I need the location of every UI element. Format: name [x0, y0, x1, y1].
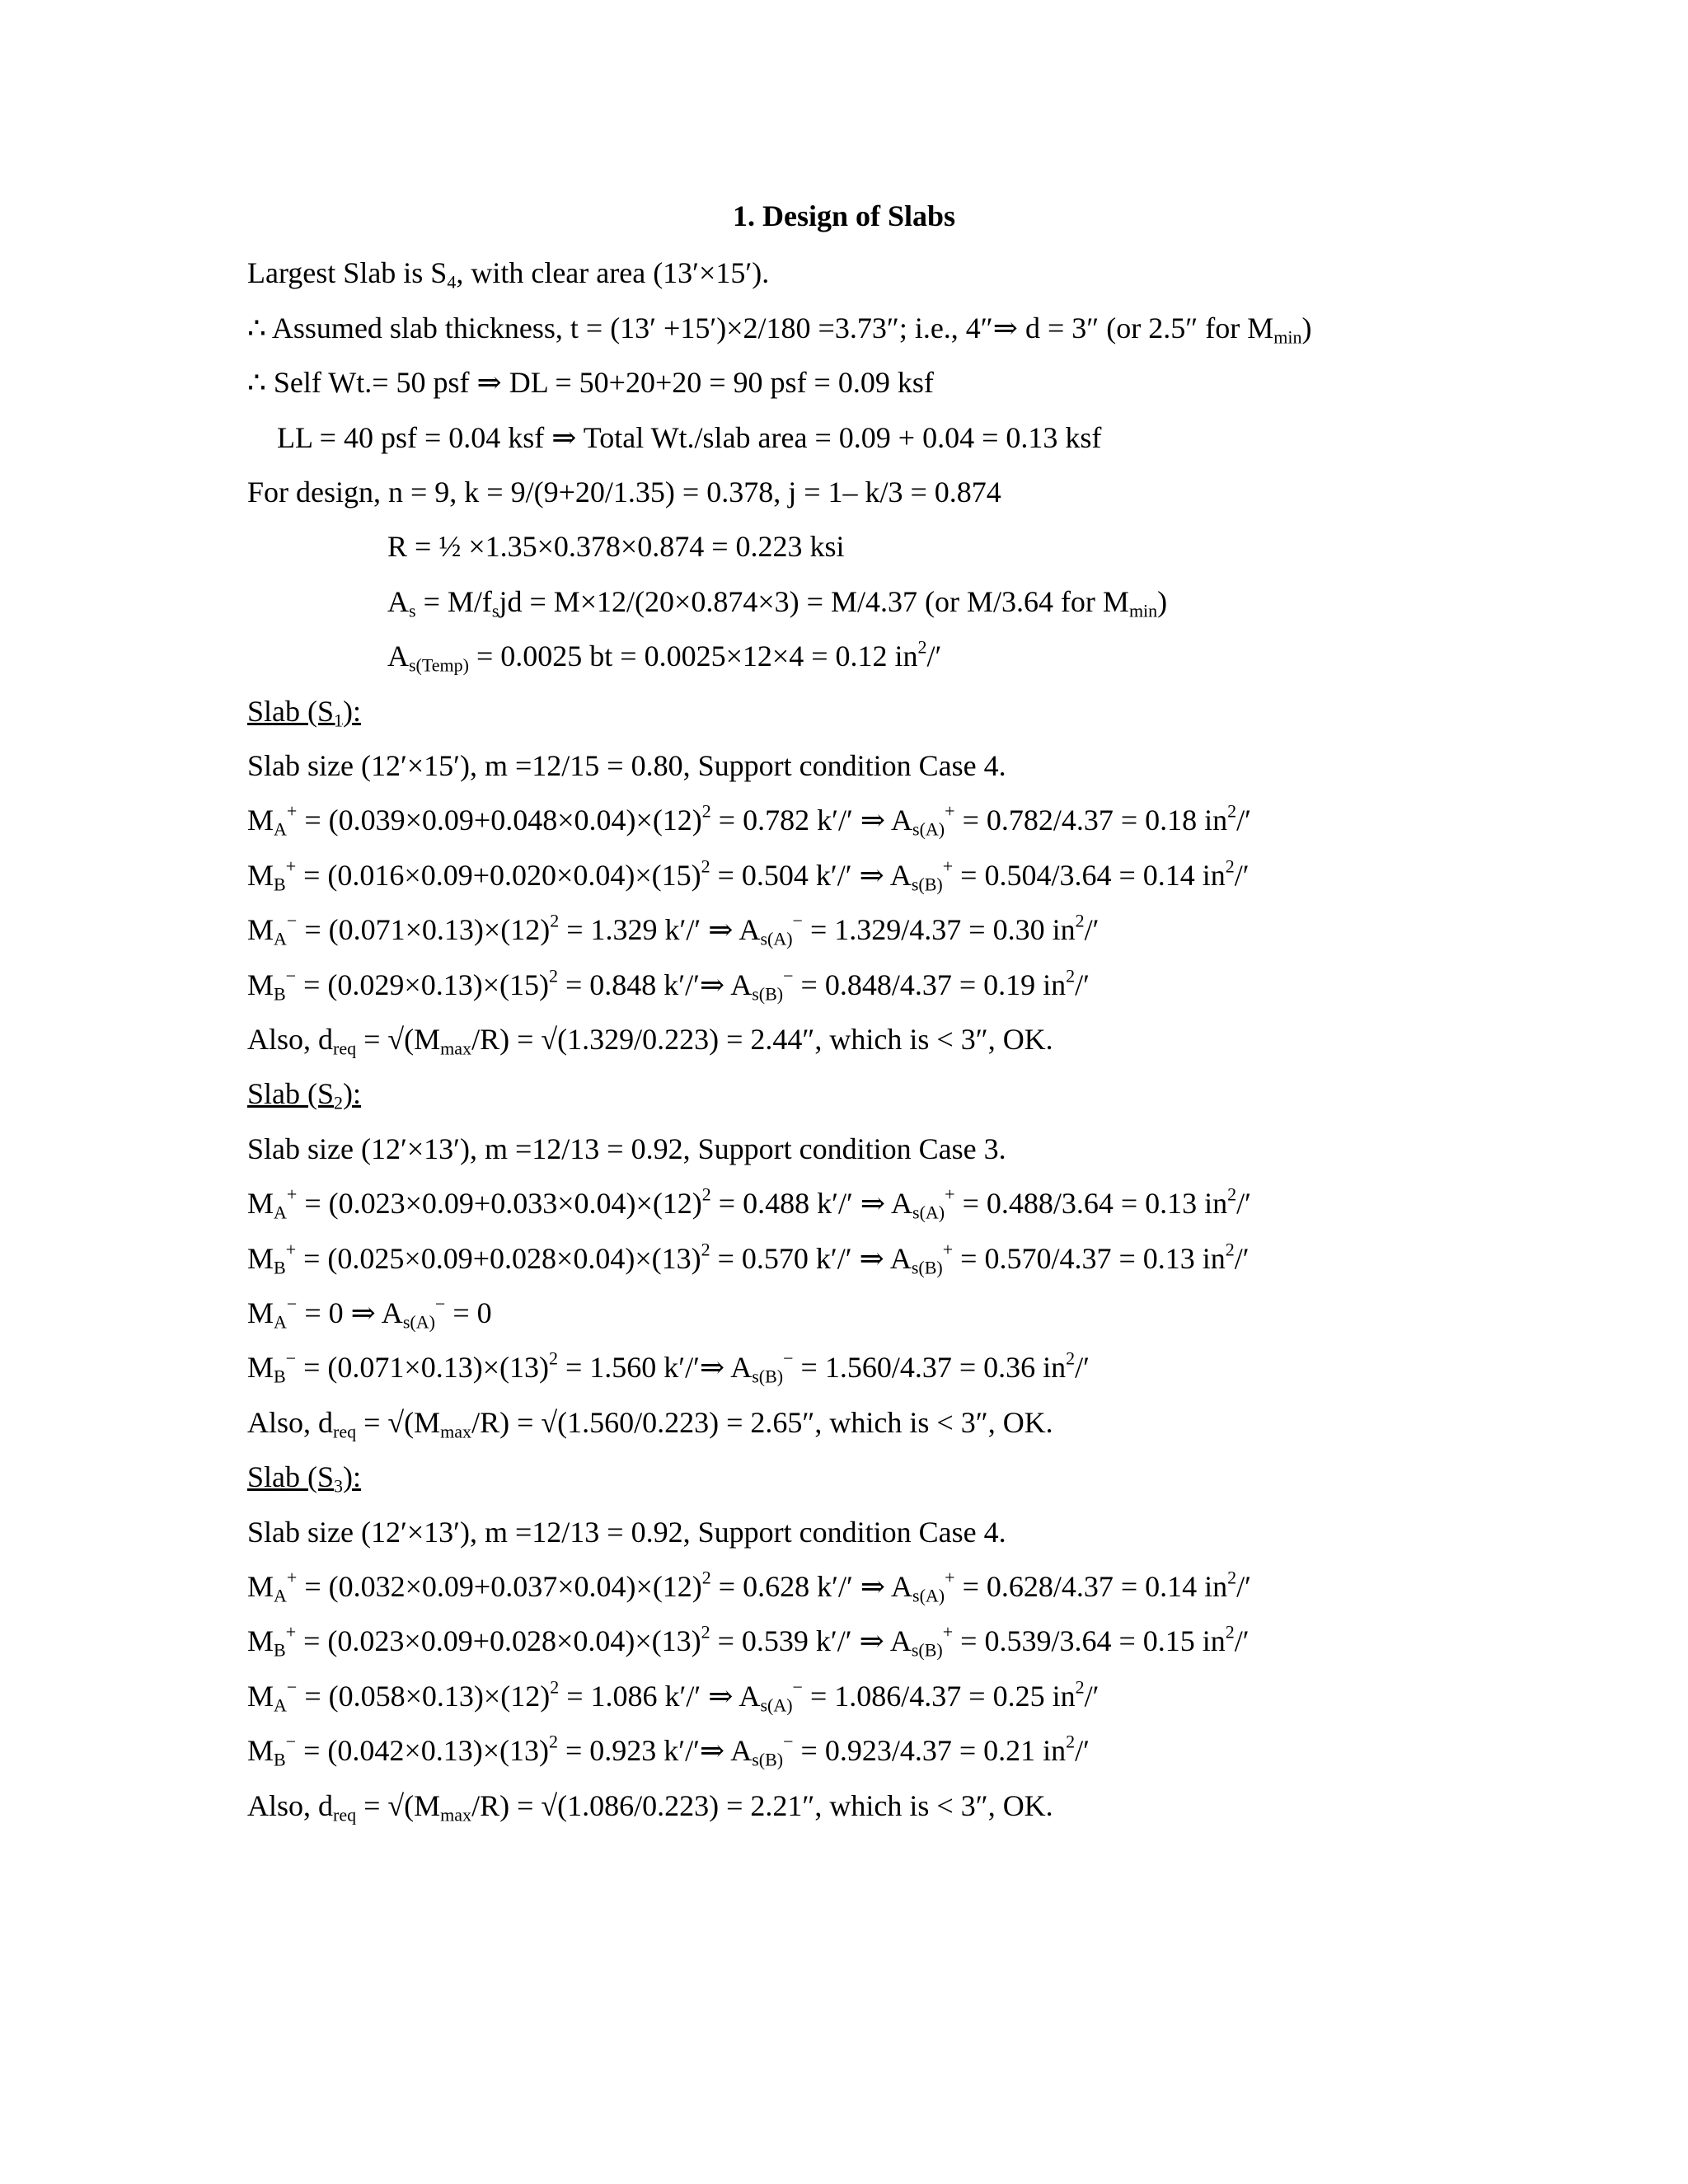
s3-mb-positive: $M_B^+ = (0.023\times 0.09+0.028\times 0.04)\times(13)^2 = 0.539$ k′/′ ⇒ $A_{s(B)}^+ = 0.539/3.64 = 0.15$ $in^2/'$ — [247, 1621, 1250, 1661]
section-heading-slab-s1: Slab $(S_1)$: — [247, 695, 362, 731]
s1-mb-positive: $M_B^+ = (0.016\times 0.09+0.020\times 0.04)\times(15)^2 = 0.504$ k′/′ ⇒ $A_{s(B)}^+ = 0.504/3.64 = 0.14$ $in^2/'$ — [247, 855, 1250, 895]
s2-ma-positive: $M_A^+ = (0.023\times 0.09+0.033\times 0.04)\times(12)^2 = 0.488$ k′/′ ⇒ $A_{s(A)}^+ = 0.488/3.64 = 0.13$ $in^2/'$ — [247, 1183, 1252, 1223]
intro-self-weight: ∴ Self Wt.= 50 psf ⇒ DL = 50+20+20 = 90 psf = 0.09 ksf — [247, 366, 934, 399]
s3-ma-positive: $M_A^+ = (0.032\times 0.09+0.037\times 0.04)\times(12)^2 = 0.628$ k′/′ ⇒ $A_{s(A)}^+ = 0.628/4.37 = 0.14$ $in^2/'$ — [247, 1567, 1252, 1606]
s2-mb-positive: $M_B^+ = (0.025\times 0.09+0.028\times 0.04)\times(13)^2 = 0.570$ k′/′ ⇒ $A_{s(B)}^+ = 0.570/4.37 = 0.13$ $in^2/'$ — [247, 1239, 1250, 1278]
intro-design-params: For design, n = 9, k = 9/(9+20/1.35) = 0.378, j = 1– k/3 = 0.874 — [247, 476, 1001, 509]
s1-mb-negative: $M_B^- = (0.029\times 0.13)\times(15)^2 = 0.848$ k′/′⇒ $A_{s(B)}^- = 0.848/4.37 = 0.19$ $in^2/'$ — [247, 965, 1090, 1005]
s1-ma-positive: $M_A^+ = (0.039\times 0.09+0.048\times 0.04)\times(12)^2 = 0.782$ k′/′ ⇒ $A_{s(A)}^+ = 0.782/4.37 = 0.18$ $in^2/'$ — [247, 800, 1252, 840]
intro-as-formula: $A_s = M/f_sjd = M\times 12/(20\times 0.874\times 3) = M/4.37$ (or M/3.64 for $M_{min}$) — [387, 585, 1168, 621]
s1-dreq-check: Also, $d_{req} = √(M_{max}/R) = √(1.329/0.223) = 2.44''$, which is < 3″, OK. — [247, 1023, 1053, 1059]
s1-slab-size: Slab size (12′×15′), m =12/15 = 0.80, Support condition Case 4. — [247, 749, 1006, 782]
s3-slab-size: Slab size (12′×13′), m =12/13 = 0.92, Support condition Case 4. — [247, 1516, 1006, 1549]
s3-dreq-check: Also, $d_{req} = √(M_{max}/R) = √(1.086/0.223) = 2.21''$, which is < 3″, OK. — [247, 1789, 1053, 1825]
s3-ma-negative: $M_A^- = (0.058\times 0.13)\times(12)^2 = 1.086$ k′/′ ⇒ $A_{s(A)}^- = 1.086/4.37 = 0.25$ $in^2/'$ — [247, 1676, 1100, 1716]
intro-r-value: R = ½ ×1.35×0.378×0.874 = 0.223 ksi — [387, 530, 845, 563]
s3-mb-negative: $M_B^- = (0.042\times 0.13)\times(13)^2 = 0.923$ k′/′⇒ $A_{s(B)}^- = 0.923/4.37 = 0.21$ $in^2/'$ — [247, 1731, 1090, 1770]
section-heading-slab-s3: Slab $(S_3)$: — [247, 1460, 362, 1497]
s2-ma-negative: $M_A^- = 0$ ⇒ $A_{s(A)}^- = 0$ — [247, 1293, 492, 1333]
s1-ma-negative: $M_A^- = (0.071\times 0.13)\times(12)^2 = 1.329$ k′/′ ⇒ $A_{s(A)}^- = 1.329/4.37 = 0.30$ $in^2/'$ — [247, 910, 1100, 949]
section-heading-slab-s2: Slab $(S_2)$: — [247, 1077, 362, 1113]
s2-slab-size: Slab size (12′×13′), m =12/13 = 0.92, Support condition Case 3. — [247, 1132, 1006, 1165]
s2-mb-negative: $M_B^- = (0.071\times 0.13)\times(13)^2 = 1.560$ k′/′⇒ $A_{s(B)}^- = 1.560/4.37 = 0.36$ $in^2/'$ — [247, 1347, 1090, 1387]
intro-assumed-thickness: ∴ Assumed slab thickness, t = (13′ +15′)×2/180 =3.73″; i.e., 4″⇒ d = 3″ (or 2.5″ for $M_{min}$) — [247, 312, 1312, 348]
s2-dreq-check: Also, $d_{req} = √(M_{max}/R) = √(1.560/0.223) = 2.65''$, which is < 3″, OK. — [247, 1406, 1053, 1442]
intro-live-load: LL = 40 psf = 0.04 ksf ⇒ Total Wt./slab area = 0.09 + 0.04 = 0.13 ksf — [277, 421, 1102, 454]
page-title: 1. Design of Slabs — [732, 199, 956, 232]
intro-largest-slab: Largest Slab is $S_4$, with clear area (13′×15′). — [247, 256, 770, 293]
intro-as-temp: $A_{s(Temp)} = 0.0025$ bt = 0.0025×12×4 = 0.12 $in^2/'$ — [387, 636, 942, 676]
